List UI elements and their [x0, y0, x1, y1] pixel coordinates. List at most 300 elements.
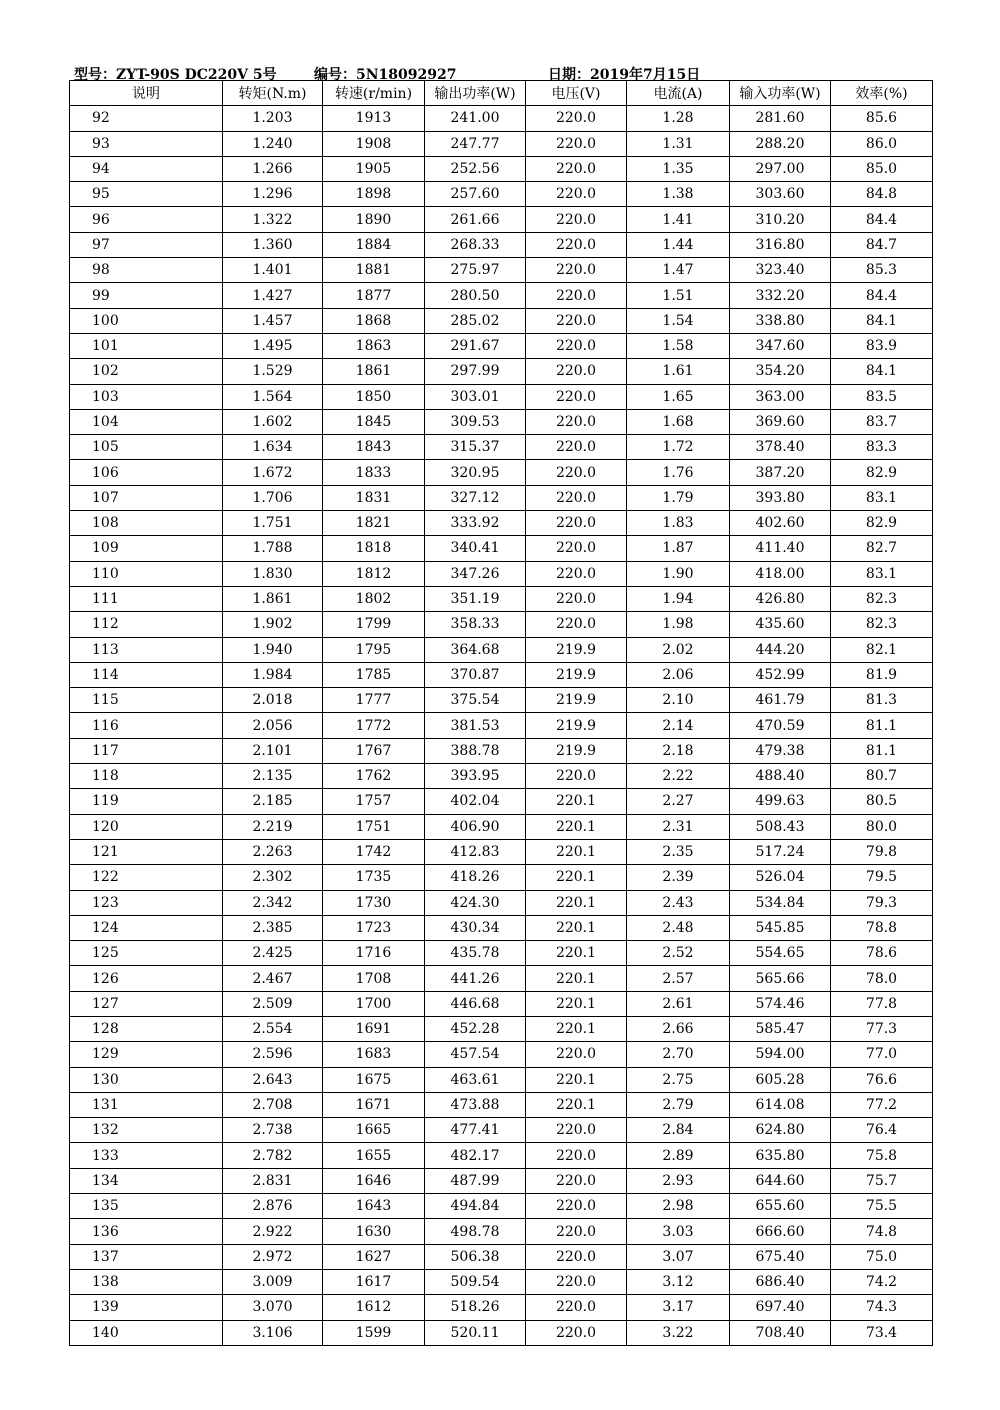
col-voltage-cell: 220.0: [526, 586, 627, 611]
table-row: [70, 1219, 933, 1244]
col-current-cell: 2.89: [627, 1143, 730, 1168]
col-speed-cell: 1762: [323, 764, 425, 789]
table-row: [70, 814, 933, 839]
col-current-cell: 1.41: [627, 207, 730, 232]
col-input-power-cell: 517.24: [730, 839, 831, 864]
col-efficiency-cell: 83.1: [831, 561, 933, 586]
col-output-power-cell: 351.19: [425, 586, 526, 611]
col-output-power-cell: 463.61: [425, 1067, 526, 1092]
col-input-power-cell: 332.20: [730, 283, 831, 308]
col-current-cell: 1.35: [627, 156, 730, 181]
table-body: [70, 106, 933, 1346]
col-voltage-cell: 220.0: [526, 536, 627, 561]
col-description-cell: 109: [70, 536, 223, 561]
table-row: [70, 713, 933, 738]
col-current-cell: 1.51: [627, 283, 730, 308]
col-output-power-cell: 297.99: [425, 359, 526, 384]
col-current-cell: 2.66: [627, 1016, 730, 1041]
col-description-cell: 111: [70, 586, 223, 611]
col-torque-cell: 1.240: [223, 131, 323, 156]
col-output-power-cell: 506.38: [425, 1244, 526, 1269]
col-torque-cell: 1.830: [223, 561, 323, 586]
col-input-power-cell: 303.60: [730, 182, 831, 207]
col-input-power-cell: 297.00: [730, 156, 831, 181]
col-description-cell: 134: [70, 1168, 223, 1193]
col-description-cell: 124: [70, 915, 223, 940]
col-description-cell: 96: [70, 207, 223, 232]
col-efficiency-cell: 82.3: [831, 586, 933, 611]
col-torque-header: 转矩(N.m): [223, 81, 323, 106]
table-row: [70, 1269, 933, 1294]
col-speed-cell: 1742: [323, 839, 425, 864]
col-voltage-cell: 220.1: [526, 814, 627, 839]
table-row: [70, 1244, 933, 1269]
col-description-cell: 115: [70, 688, 223, 713]
col-efficiency-cell: 86.0: [831, 131, 933, 156]
col-current-cell: 2.98: [627, 1194, 730, 1219]
col-torque-cell: 1.401: [223, 258, 323, 283]
col-efficiency-cell: 76.6: [831, 1067, 933, 1092]
col-speed-cell: 1843: [323, 435, 425, 460]
col-efficiency-cell: 75.7: [831, 1168, 933, 1193]
col-current-cell: 2.43: [627, 890, 730, 915]
col-speed-cell: 1818: [323, 536, 425, 561]
table-row: [70, 1118, 933, 1143]
col-efficiency-cell: 81.9: [831, 662, 933, 687]
table-row: [70, 612, 933, 637]
col-torque-cell: 2.018: [223, 688, 323, 713]
col-description-cell: 133: [70, 1143, 223, 1168]
col-torque-cell: 1.751: [223, 511, 323, 536]
col-voltage-cell: 220.1: [526, 890, 627, 915]
col-speed-cell: 1643: [323, 1194, 425, 1219]
col-torque-cell: 2.972: [223, 1244, 323, 1269]
col-efficiency-cell: 81.1: [831, 713, 933, 738]
col-voltage-cell: 220.0: [526, 1295, 627, 1320]
col-current-cell: 2.84: [627, 1118, 730, 1143]
col-current-cell: 1.47: [627, 258, 730, 283]
col-efficiency-cell: 78.6: [831, 941, 933, 966]
col-current-cell: 1.98: [627, 612, 730, 637]
col-speed-cell: 1708: [323, 966, 425, 991]
table-row: [70, 308, 933, 333]
col-voltage-cell: 220.1: [526, 865, 627, 890]
col-current-cell: 2.02: [627, 637, 730, 662]
col-description-cell: 103: [70, 384, 223, 409]
col-torque-cell: 3.106: [223, 1320, 323, 1345]
col-efficiency-cell: 84.7: [831, 232, 933, 257]
col-description-cell: 118: [70, 764, 223, 789]
col-efficiency-cell: 81.3: [831, 688, 933, 713]
col-output-power-cell: 309.53: [425, 409, 526, 434]
table-row: [70, 384, 933, 409]
col-output-power-cell: 375.54: [425, 688, 526, 713]
table-header-row: [70, 81, 933, 106]
col-torque-cell: 1.322: [223, 207, 323, 232]
col-description-cell: 135: [70, 1194, 223, 1219]
table-row: [70, 511, 933, 536]
col-input-power-cell: 526.04: [730, 865, 831, 890]
col-torque-cell: 1.203: [223, 106, 323, 131]
table-row: [70, 839, 933, 864]
col-output-power-cell: 452.28: [425, 1016, 526, 1041]
col-current-cell: 2.61: [627, 991, 730, 1016]
col-input-power-cell: 697.40: [730, 1295, 831, 1320]
col-voltage-cell: 220.0: [526, 384, 627, 409]
col-torque-cell: 1.427: [223, 283, 323, 308]
table-row: [70, 688, 933, 713]
col-voltage-cell: 220.0: [526, 131, 627, 156]
col-speed-cell: 1868: [323, 308, 425, 333]
col-description-cell: 108: [70, 511, 223, 536]
col-input-power-cell: 347.60: [730, 333, 831, 358]
col-description-cell: 123: [70, 890, 223, 915]
table-row: [70, 890, 933, 915]
col-current-cell: 1.58: [627, 333, 730, 358]
col-voltage-cell: 220.0: [526, 182, 627, 207]
col-torque-cell: 2.467: [223, 966, 323, 991]
col-input-power-cell: 534.84: [730, 890, 831, 915]
col-efficiency-cell: 74.2: [831, 1269, 933, 1294]
col-speed-cell: 1716: [323, 941, 425, 966]
col-description-cell: 138: [70, 1269, 223, 1294]
table-row: [70, 1194, 933, 1219]
col-efficiency-cell: 74.8: [831, 1219, 933, 1244]
col-input-power-cell: 316.80: [730, 232, 831, 257]
col-torque-cell: 1.902: [223, 612, 323, 637]
col-output-power-cell: 247.77: [425, 131, 526, 156]
col-torque-cell: 1.940: [223, 637, 323, 662]
col-efficiency-cell: 84.4: [831, 207, 933, 232]
col-torque-cell: 2.708: [223, 1092, 323, 1117]
col-description-cell: 131: [70, 1092, 223, 1117]
col-output-power-cell: 261.66: [425, 207, 526, 232]
col-input-power-cell: 554.65: [730, 941, 831, 966]
table-row: [70, 156, 933, 181]
col-output-power-cell: 406.90: [425, 814, 526, 839]
col-torque-cell: 2.782: [223, 1143, 323, 1168]
col-torque-cell: 1.457: [223, 308, 323, 333]
col-output-power-header: 输出功率(W): [425, 81, 526, 106]
col-torque-cell: 3.009: [223, 1269, 323, 1294]
col-current-cell: 2.27: [627, 789, 730, 814]
col-voltage-cell: 220.0: [526, 156, 627, 181]
col-torque-cell: 1.984: [223, 662, 323, 687]
table-row: [70, 258, 933, 283]
col-voltage-cell: 220.1: [526, 1067, 627, 1092]
col-efficiency-cell: 83.7: [831, 409, 933, 434]
col-input-power-cell: 574.46: [730, 991, 831, 1016]
col-efficiency-cell: 76.4: [831, 1118, 933, 1143]
col-voltage-cell: 220.0: [526, 333, 627, 358]
col-output-power-cell: 347.26: [425, 561, 526, 586]
col-speed-cell: 1802: [323, 586, 425, 611]
col-output-power-cell: 381.53: [425, 713, 526, 738]
col-description-cell: 107: [70, 485, 223, 510]
col-voltage-cell: 220.1: [526, 941, 627, 966]
col-input-power-cell: 675.40: [730, 1244, 831, 1269]
table-row: [70, 991, 933, 1016]
col-speed-cell: 1908: [323, 131, 425, 156]
col-input-power-cell: 644.60: [730, 1168, 831, 1193]
col-speed-cell: 1627: [323, 1244, 425, 1269]
col-voltage-cell: 220.0: [526, 232, 627, 257]
col-voltage-cell: 220.0: [526, 1118, 627, 1143]
col-description-cell: 114: [70, 662, 223, 687]
col-voltage-cell: 220.0: [526, 1244, 627, 1269]
col-speed-cell: 1890: [323, 207, 425, 232]
col-current-cell: 1.68: [627, 409, 730, 434]
col-description-cell: 97: [70, 232, 223, 257]
col-efficiency-cell: 83.1: [831, 485, 933, 510]
col-torque-cell: 1.706: [223, 485, 323, 510]
col-voltage-cell: 220.1: [526, 966, 627, 991]
col-voltage-cell: 220.1: [526, 915, 627, 940]
col-efficiency-cell: 79.3: [831, 890, 933, 915]
col-output-power-cell: 494.84: [425, 1194, 526, 1219]
serial-number-label: 编号：5N18092927: [314, 67, 457, 83]
col-speed-cell: 1723: [323, 915, 425, 940]
table-row: [70, 359, 933, 384]
col-efficiency-cell: 80.0: [831, 814, 933, 839]
col-speed-cell: 1767: [323, 738, 425, 763]
col-voltage-cell: 219.9: [526, 662, 627, 687]
col-current-cell: 1.28: [627, 106, 730, 131]
col-torque-cell: 2.596: [223, 1042, 323, 1067]
col-torque-cell: 1.861: [223, 586, 323, 611]
col-output-power-cell: 424.30: [425, 890, 526, 915]
col-input-power-cell: 338.80: [730, 308, 831, 333]
col-current-cell: 2.57: [627, 966, 730, 991]
table-row: [70, 435, 933, 460]
col-input-power-cell: 323.40: [730, 258, 831, 283]
col-torque-cell: 3.070: [223, 1295, 323, 1320]
col-voltage-cell: 219.9: [526, 738, 627, 763]
col-description-cell: 140: [70, 1320, 223, 1345]
col-efficiency-cell: 85.3: [831, 258, 933, 283]
col-torque-cell: 1.296: [223, 182, 323, 207]
col-output-power-cell: 435.78: [425, 941, 526, 966]
col-output-power-cell: 402.04: [425, 789, 526, 814]
col-output-power-cell: 482.17: [425, 1143, 526, 1168]
col-current-cell: 2.06: [627, 662, 730, 687]
col-voltage-cell: 220.0: [526, 764, 627, 789]
col-voltage-header: 电压(V): [526, 81, 627, 106]
col-input-power-cell: 387.20: [730, 460, 831, 485]
col-input-power-header: 输入功率(W): [730, 81, 831, 106]
col-description-cell: 136: [70, 1219, 223, 1244]
col-input-power-cell: 363.00: [730, 384, 831, 409]
col-speed-cell: 1831: [323, 485, 425, 510]
col-torque-cell: 2.056: [223, 713, 323, 738]
col-torque-cell: 2.831: [223, 1168, 323, 1193]
table-row: [70, 1016, 933, 1041]
col-efficiency-header: 效率(%): [831, 81, 933, 106]
col-output-power-cell: 487.99: [425, 1168, 526, 1193]
col-voltage-cell: 220.1: [526, 1016, 627, 1041]
col-current-cell: 3.07: [627, 1244, 730, 1269]
col-speed-cell: 1850: [323, 384, 425, 409]
col-efficiency-cell: 84.1: [831, 359, 933, 384]
col-voltage-cell: 220.0: [526, 561, 627, 586]
col-efficiency-cell: 80.5: [831, 789, 933, 814]
col-efficiency-cell: 78.0: [831, 966, 933, 991]
col-current-cell: 1.31: [627, 131, 730, 156]
col-current-cell: 1.83: [627, 511, 730, 536]
col-speed-cell: 1812: [323, 561, 425, 586]
table-row: [70, 182, 933, 207]
table-row: [70, 536, 933, 561]
col-voltage-cell: 220.0: [526, 283, 627, 308]
table-row: [70, 1042, 933, 1067]
col-current-cell: 2.52: [627, 941, 730, 966]
col-output-power-cell: 327.12: [425, 485, 526, 510]
table-row: [70, 232, 933, 257]
col-speed-cell: 1905: [323, 156, 425, 181]
col-speed-cell: 1665: [323, 1118, 425, 1143]
col-voltage-cell: 220.0: [526, 460, 627, 485]
col-voltage-cell: 220.0: [526, 435, 627, 460]
col-torque-cell: 2.385: [223, 915, 323, 940]
col-output-power-cell: 291.67: [425, 333, 526, 358]
col-speed-cell: 1730: [323, 890, 425, 915]
col-speed-cell: 1599: [323, 1320, 425, 1345]
col-output-power-cell: 412.83: [425, 839, 526, 864]
col-output-power-cell: 370.87: [425, 662, 526, 687]
col-output-power-cell: 477.41: [425, 1118, 526, 1143]
col-voltage-cell: 220.1: [526, 1092, 627, 1117]
col-efficiency-cell: 83.5: [831, 384, 933, 409]
col-torque-cell: 1.788: [223, 536, 323, 561]
table-row: [70, 1168, 933, 1193]
col-current-cell: 3.03: [627, 1219, 730, 1244]
col-torque-cell: 2.263: [223, 839, 323, 864]
col-description-cell: 113: [70, 637, 223, 662]
table-row: [70, 106, 933, 131]
col-voltage-cell: 220.0: [526, 409, 627, 434]
col-current-cell: 2.75: [627, 1067, 730, 1092]
col-voltage-cell: 220.0: [526, 1143, 627, 1168]
col-description-cell: 117: [70, 738, 223, 763]
table-row: [70, 1067, 933, 1092]
col-output-power-cell: 358.33: [425, 612, 526, 637]
col-speed-cell: 1646: [323, 1168, 425, 1193]
col-efficiency-cell: 82.1: [831, 637, 933, 662]
col-torque-cell: 1.564: [223, 384, 323, 409]
col-speed-cell: 1785: [323, 662, 425, 687]
col-torque-cell: 2.509: [223, 991, 323, 1016]
col-description-cell: 120: [70, 814, 223, 839]
col-current-cell: 1.87: [627, 536, 730, 561]
col-torque-cell: 2.302: [223, 865, 323, 890]
col-torque-cell: 1.495: [223, 333, 323, 358]
col-torque-cell: 1.266: [223, 156, 323, 181]
col-current-cell: 1.90: [627, 561, 730, 586]
col-current-cell: 1.72: [627, 435, 730, 460]
col-torque-cell: 2.738: [223, 1118, 323, 1143]
col-current-cell: 3.22: [627, 1320, 730, 1345]
table-row: [70, 207, 933, 232]
col-speed-cell: 1612: [323, 1295, 425, 1320]
col-speed-cell: 1751: [323, 814, 425, 839]
col-efficiency-cell: 75.0: [831, 1244, 933, 1269]
col-torque-cell: 1.602: [223, 409, 323, 434]
col-current-cell: 2.39: [627, 865, 730, 890]
table-row: [70, 1092, 933, 1117]
col-output-power-cell: 320.95: [425, 460, 526, 485]
table-row: [70, 941, 933, 966]
col-output-power-cell: 280.50: [425, 283, 526, 308]
table-row: [70, 764, 933, 789]
col-efficiency-cell: 79.8: [831, 839, 933, 864]
col-current-cell: 1.94: [627, 586, 730, 611]
col-input-power-cell: 426.80: [730, 586, 831, 611]
col-input-power-cell: 624.80: [730, 1118, 831, 1143]
col-input-power-cell: 461.79: [730, 688, 831, 713]
col-current-cell: 2.35: [627, 839, 730, 864]
col-efficiency-cell: 78.8: [831, 915, 933, 940]
col-current-cell: 2.93: [627, 1168, 730, 1193]
col-voltage-cell: 220.0: [526, 1168, 627, 1193]
col-efficiency-cell: 81.1: [831, 738, 933, 763]
col-current-cell: 1.79: [627, 485, 730, 510]
col-input-power-cell: 565.66: [730, 966, 831, 991]
col-voltage-cell: 220.0: [526, 612, 627, 637]
col-voltage-cell: 220.0: [526, 1219, 627, 1244]
col-output-power-cell: 268.33: [425, 232, 526, 257]
col-input-power-cell: 508.43: [730, 814, 831, 839]
col-description-cell: 93: [70, 131, 223, 156]
table-row: [70, 738, 933, 763]
col-input-power-cell: 470.59: [730, 713, 831, 738]
col-description-cell: 116: [70, 713, 223, 738]
col-description-cell: 98: [70, 258, 223, 283]
table-row: [70, 1320, 933, 1345]
col-speed-cell: 1772: [323, 713, 425, 738]
col-output-power-cell: 303.01: [425, 384, 526, 409]
col-description-cell: 102: [70, 359, 223, 384]
col-description-cell: 110: [70, 561, 223, 586]
col-efficiency-cell: 82.7: [831, 536, 933, 561]
col-current-cell: 1.54: [627, 308, 730, 333]
col-efficiency-cell: 77.8: [831, 991, 933, 1016]
col-torque-cell: 2.643: [223, 1067, 323, 1092]
col-description-cell: 101: [70, 333, 223, 358]
col-input-power-cell: 708.40: [730, 1320, 831, 1345]
col-voltage-cell: 220.0: [526, 1042, 627, 1067]
col-speed-cell: 1795: [323, 637, 425, 662]
col-torque-cell: 1.529: [223, 359, 323, 384]
col-efficiency-cell: 73.4: [831, 1320, 933, 1345]
col-speed-cell: 1877: [323, 283, 425, 308]
col-output-power-cell: 241.00: [425, 106, 526, 131]
col-description-cell: 99: [70, 283, 223, 308]
col-speed-cell: 1884: [323, 232, 425, 257]
col-description-cell: 121: [70, 839, 223, 864]
col-current-cell: 1.61: [627, 359, 730, 384]
col-efficiency-cell: 82.9: [831, 511, 933, 536]
col-voltage-cell: 220.0: [526, 258, 627, 283]
col-input-power-cell: 452.99: [730, 662, 831, 687]
col-current-cell: 1.44: [627, 232, 730, 257]
col-torque-cell: 2.554: [223, 1016, 323, 1041]
col-speed-cell: 1898: [323, 182, 425, 207]
col-speed-cell: 1845: [323, 409, 425, 434]
col-input-power-cell: 666.60: [730, 1219, 831, 1244]
col-efficiency-cell: 84.4: [831, 283, 933, 308]
col-speed-cell: 1757: [323, 789, 425, 814]
col-efficiency-cell: 84.8: [831, 182, 933, 207]
